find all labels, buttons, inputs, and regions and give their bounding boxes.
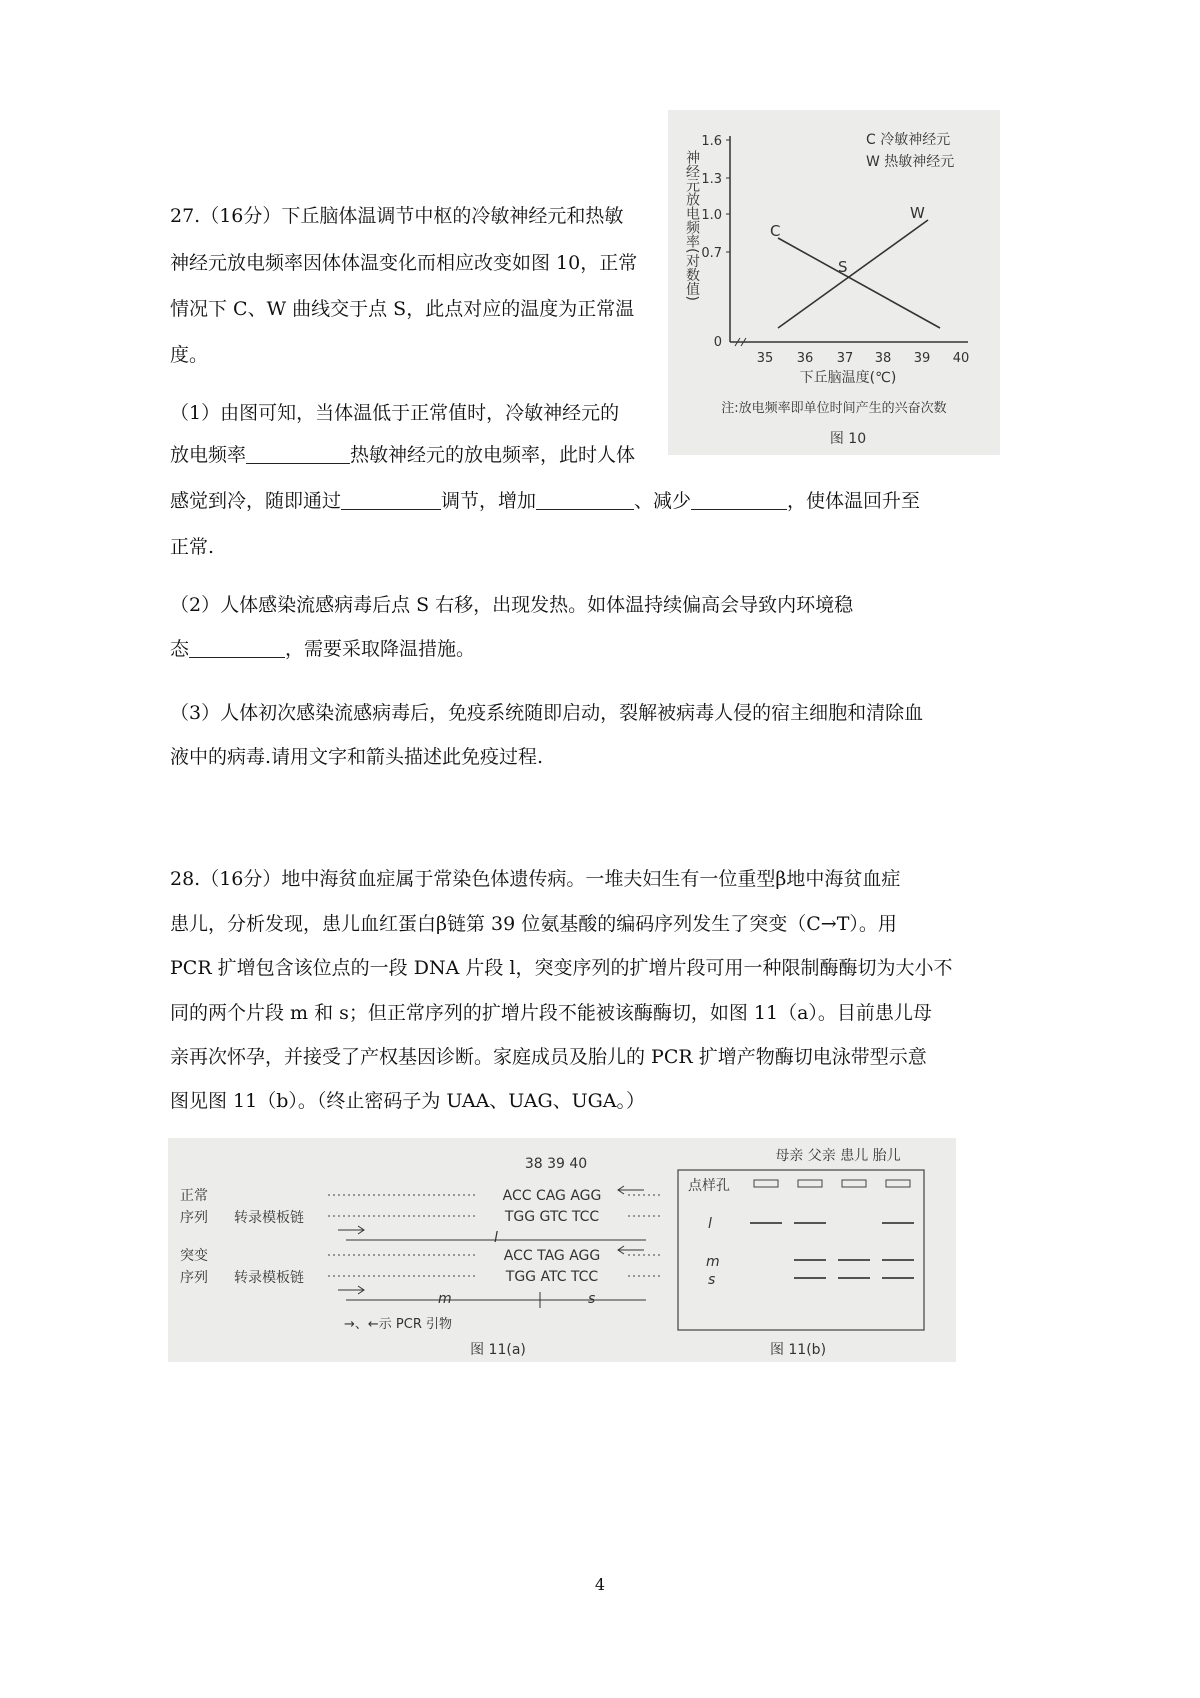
mutant-bottom-sequence: TGG ATC TCC [505, 1269, 599, 1285]
normal-label-1: 正常 [180, 1188, 208, 1204]
q27-line-3: 情况下 C、W 曲线交于点 S，此点对应的温度为正常温 [170, 298, 635, 320]
gel-lane-header: 母亲 父亲 患儿 胎儿 [775, 1148, 901, 1164]
answer-blank-2[interactable] [341, 489, 441, 510]
q28-line-2: 患儿，分析发现，患儿血红蛋白β链第 39 位氨基酸的编码序列发生了突变（C→T）。用 [170, 913, 897, 935]
q27-1-text-c: 感觉到冷，随即通过 [170, 490, 342, 512]
q27-3-line-1: （3）人体初次感染流感病毒后，免疫系统随即启动，裂解被病毒人侵的宿主细胞和清除血 [170, 702, 924, 724]
q27-1-text-a: 放电频率 [170, 444, 247, 466]
well-label: 点样孔 [688, 1178, 730, 1194]
primer-arrow-right [338, 1226, 364, 1234]
q27-1-line-4: 正常. [170, 536, 215, 558]
fragment-m-label: m [438, 1291, 452, 1307]
primer-arrow-right [338, 1286, 364, 1294]
legend-w: W 热敏神经元 [866, 154, 955, 170]
q28-line-3: PCR 扩增包含该位点的一段 DNA 片段 l，突变序列的扩增片段可用一种限制酶酶切为大小不 [170, 957, 953, 979]
q27-1-line-2 [170, 442, 635, 468]
answer-blank-5[interactable] [189, 637, 285, 658]
q28-line-1: 28.（16分）地中海贫血症属于常染色体遗传病。一堆夫妇生有一位重型β地中海贫血症 [170, 868, 901, 890]
sample-well [886, 1180, 910, 1187]
y-axis-label: 神经元放电频率(对数值) [684, 150, 700, 301]
xtick-label: 36 [796, 351, 814, 366]
x-axis-label: 下丘脑温度(℃) [799, 370, 897, 386]
xtick-label: 38 [874, 351, 892, 366]
primer-arrow-left [618, 1186, 644, 1194]
figure-11 [168, 1138, 956, 1362]
fragment-s-label: s [588, 1291, 596, 1307]
q27-1-line-3 [170, 488, 920, 514]
q27-2-text-a: 态 [170, 638, 190, 660]
sample-well [754, 1180, 778, 1187]
mutant-label-1: 突变 [180, 1248, 208, 1264]
curve-w-line [778, 220, 928, 328]
q28-line-5: 亲再次怀孕，并接受了产权基因诊断。家庭成员及胎儿的 PCR 扩增产物酶切电泳带型示意 [170, 1046, 927, 1068]
xtick-label: 40 [952, 351, 970, 366]
xtick-label: 37 [836, 351, 854, 366]
curve-w-label: W [910, 204, 925, 222]
figure-10-caption: 图 10 [829, 431, 867, 447]
q27-1-text-b: 热敏神经元的放电频率，此时人体 [350, 444, 636, 466]
answer-blank-4[interactable] [691, 489, 787, 510]
primer-arrow-left [618, 1246, 644, 1254]
q27-1-text-e: 、减少 [634, 490, 692, 512]
q27-2-line-1: （2）人体感染流感病毒后点 S 右移，出现发热。如体温持续偏高会导致内环境稳 [170, 594, 854, 616]
q27-1-line-1: （1）由图可知，当体温低于正常值时，冷敏神经元的 [170, 402, 620, 424]
curve-c-label: C [770, 222, 781, 240]
q27-line-2: 神经元放电频率因体体温变化而相应改变如图 10，正常 [170, 252, 638, 274]
figure-10 [668, 110, 1000, 455]
codon-positions: 38 39 40 [524, 1156, 588, 1172]
mutant-template-label: 转录模板链 [234, 1270, 304, 1286]
figure-10-graph [668, 110, 1000, 455]
q27-3-line-2: 液中的病毒.请用文字和箭头描述此免疫过程. [170, 746, 544, 768]
q27-line-4: 度。 [170, 344, 209, 366]
normal-top-sequence: ACC CAG AGG [502, 1188, 602, 1204]
ytick-label: 0.7 [701, 246, 722, 261]
normal-label-2: 序列 [180, 1210, 208, 1226]
ytick-label: 1.0 [701, 208, 722, 223]
q27-1-text-f: ，使体温回升至 [787, 490, 921, 512]
mutant-top-sequence: ACC TAG AGG [503, 1248, 601, 1264]
figure-10-note: 注:放电频率即单位时间产生的兴奋次数 [721, 401, 947, 416]
ytick-label: 1.6 [701, 134, 722, 149]
ytick-label: 1.3 [701, 172, 722, 187]
point-s-label: S [838, 258, 848, 276]
q28-line-6: 图见图 11（b）。（终止密码子为 UAA、UAG、UGA。） [170, 1090, 646, 1112]
q28-line-4: 同的两个片段 m 和 s；但正常序列的扩增片段不能被该酶酶切，如图 11（a）。目前患儿母 [170, 1002, 932, 1024]
q27-line-1: 27.（16分）下丘脑体温调节中枢的冷敏神经元和热敏 [170, 205, 624, 227]
normal-template-label: 转录模板链 [234, 1210, 304, 1226]
q27-2-line-2 [170, 636, 475, 662]
mutant-label-2: 序列 [180, 1270, 208, 1286]
answer-blank-1[interactable] [246, 443, 350, 464]
figure-11-diagram [168, 1138, 956, 1362]
figure-11b-caption: 图 11(b) [769, 1342, 827, 1358]
fragment-l-label: l [494, 1230, 498, 1246]
curve-c-line [778, 238, 940, 328]
sample-well [798, 1180, 822, 1187]
sample-well [842, 1180, 866, 1187]
figure-11a-caption: 图 11(a) [470, 1342, 526, 1358]
normal-bottom-sequence: TGG GTC TCC [504, 1209, 600, 1225]
page-number: 4 [594, 1575, 606, 1594]
gel-band-s-label: s [708, 1272, 716, 1288]
primer-note: →、←示 PCR 引物 [344, 1317, 452, 1332]
xtick-label: 39 [913, 351, 931, 366]
answer-blank-3[interactable] [536, 489, 634, 510]
gel-band-m-label: m [706, 1254, 720, 1270]
xtick-label: 35 [756, 351, 774, 366]
ytick-label: 0 [713, 335, 722, 350]
legend-c: C 冷敏神经元 [866, 132, 951, 148]
q27-1-text-d: 调节，增加 [441, 490, 537, 512]
q27-2-text-b: ，需要采取降温措施。 [285, 638, 476, 660]
gel-frame [678, 1170, 924, 1330]
gel-band-l-label: l [708, 1216, 712, 1232]
